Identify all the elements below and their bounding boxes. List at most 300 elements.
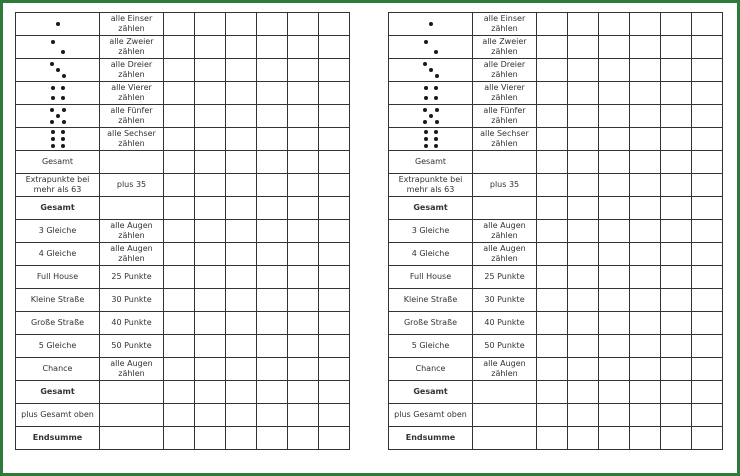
score-cell[interactable] [257, 174, 288, 197]
row-rule: alle Fünfer zählen [473, 105, 537, 128]
score-cell[interactable] [257, 289, 288, 312]
table-row [16, 82, 350, 105]
score-cell[interactable] [568, 289, 599, 312]
score-cell[interactable] [257, 105, 288, 128]
dice-cell [16, 13, 100, 36]
score-cell[interactable] [692, 105, 723, 128]
score-cell[interactable] [537, 312, 568, 335]
score-cell[interactable] [195, 151, 226, 174]
score-cell[interactable] [661, 105, 692, 128]
pip [50, 62, 54, 66]
score-cell[interactable] [195, 197, 226, 220]
score-cell[interactable] [195, 243, 226, 266]
row-rule: alle Zweier zählen [473, 36, 537, 59]
score-cell[interactable] [537, 197, 568, 220]
score-cell[interactable] [661, 82, 692, 105]
score-cell[interactable] [164, 266, 195, 289]
row-label: plus Gesamt oben [389, 404, 473, 427]
score-cell[interactable] [661, 335, 692, 358]
table-row [16, 174, 350, 197]
score-cell[interactable] [630, 404, 661, 427]
score-cell[interactable] [257, 128, 288, 151]
score-cell[interactable] [226, 174, 257, 197]
score-cell[interactable] [661, 381, 692, 404]
score-cell[interactable] [226, 220, 257, 243]
score-cell[interactable] [226, 266, 257, 289]
score-cell[interactable] [537, 335, 568, 358]
score-cell[interactable] [537, 82, 568, 105]
score-cell[interactable] [195, 59, 226, 82]
score-cell[interactable] [537, 427, 568, 450]
score-cell[interactable] [319, 381, 350, 404]
score-cell[interactable] [288, 174, 319, 197]
score-cell[interactable] [630, 82, 661, 105]
score-cell[interactable] [319, 220, 350, 243]
score-cell[interactable] [599, 243, 630, 266]
score-cell[interactable] [537, 128, 568, 151]
score-cell[interactable] [692, 197, 723, 220]
score-cell[interactable] [257, 358, 288, 381]
score-cell[interactable] [661, 220, 692, 243]
score-cell[interactable] [164, 220, 195, 243]
score-cell[interactable] [692, 427, 723, 450]
score-cell[interactable] [319, 289, 350, 312]
score-cell[interactable] [692, 404, 723, 427]
score-cell[interactable] [195, 289, 226, 312]
score-cell[interactable] [568, 151, 599, 174]
score-cell[interactable] [226, 381, 257, 404]
score-cell[interactable] [661, 266, 692, 289]
score-cell[interactable] [226, 243, 257, 266]
score-cell[interactable] [630, 358, 661, 381]
dice-four-icon [422, 84, 440, 102]
score-cell[interactable] [568, 335, 599, 358]
score-cell[interactable] [599, 427, 630, 450]
score-cell[interactable] [661, 243, 692, 266]
score-cell[interactable] [661, 59, 692, 82]
pip [424, 137, 428, 141]
pip [434, 137, 438, 141]
score-cell[interactable] [319, 197, 350, 220]
table-row [389, 174, 723, 197]
score-cell[interactable] [195, 82, 226, 105]
score-cell[interactable] [630, 243, 661, 266]
score-cell[interactable] [257, 36, 288, 59]
score-cell[interactable] [568, 59, 599, 82]
score-cell[interactable] [692, 335, 723, 358]
score-cell[interactable] [257, 427, 288, 450]
score-cell[interactable] [257, 13, 288, 36]
pip [61, 137, 65, 141]
dice-five-icon [422, 107, 440, 125]
score-cell[interactable] [319, 404, 350, 427]
row-label: Full House [389, 266, 473, 289]
row-rule [100, 427, 164, 450]
table-row [16, 36, 350, 59]
score-cell[interactable] [692, 358, 723, 381]
score-cell[interactable] [692, 381, 723, 404]
score-cell[interactable] [661, 289, 692, 312]
score-cell[interactable] [661, 36, 692, 59]
score-cell[interactable] [692, 312, 723, 335]
score-cell[interactable] [599, 404, 630, 427]
table-row [389, 197, 723, 220]
score-cell[interactable] [630, 289, 661, 312]
score-cell[interactable] [661, 128, 692, 151]
score-cell[interactable] [537, 289, 568, 312]
score-cell[interactable] [630, 220, 661, 243]
pip [424, 130, 428, 134]
score-cell[interactable] [164, 105, 195, 128]
score-cell[interactable] [288, 82, 319, 105]
score-cell[interactable] [195, 220, 226, 243]
score-cell[interactable] [537, 174, 568, 197]
row-label: Große Straße [389, 312, 473, 335]
score-cell[interactable] [288, 220, 319, 243]
score-cell[interactable] [661, 197, 692, 220]
row-rule [100, 404, 164, 427]
score-cell[interactable] [599, 289, 630, 312]
score-cell[interactable] [257, 220, 288, 243]
pip [434, 130, 438, 134]
score-cell[interactable] [164, 243, 195, 266]
score-cell[interactable] [164, 13, 195, 36]
score-cell[interactable] [257, 197, 288, 220]
dice-cell [16, 105, 100, 128]
pip [51, 86, 55, 90]
score-cell[interactable] [226, 36, 257, 59]
score-cell[interactable] [226, 404, 257, 427]
row-rule: 40 Punkte [473, 312, 537, 335]
score-cell[interactable] [599, 174, 630, 197]
score-cell[interactable] [599, 13, 630, 36]
row-rule: 40 Punkte [100, 312, 164, 335]
score-cell[interactable] [288, 13, 319, 36]
row-rule: alle Dreier zählen [473, 59, 537, 82]
score-cell[interactable] [195, 312, 226, 335]
score-cell[interactable] [164, 197, 195, 220]
score-cell[interactable] [630, 151, 661, 174]
score-cell[interactable] [319, 312, 350, 335]
score-cell[interactable] [226, 427, 257, 450]
score-cell[interactable] [288, 59, 319, 82]
score-cell[interactable] [288, 427, 319, 450]
score-cell[interactable] [630, 174, 661, 197]
score-cell[interactable] [257, 404, 288, 427]
row-rule: 25 Punkte [100, 266, 164, 289]
score-cell[interactable] [164, 59, 195, 82]
dice-three-icon [422, 61, 440, 79]
score-cell[interactable] [537, 13, 568, 36]
score-cell[interactable] [568, 404, 599, 427]
score-cell[interactable] [630, 335, 661, 358]
score-cell[interactable] [692, 13, 723, 36]
score-cell[interactable] [537, 358, 568, 381]
score-cell[interactable] [599, 128, 630, 151]
row-label: Full House [16, 266, 100, 289]
score-cell[interactable] [164, 174, 195, 197]
score-cell[interactable] [257, 82, 288, 105]
score-cell[interactable] [630, 13, 661, 36]
score-cell[interactable] [568, 105, 599, 128]
score-cell[interactable] [599, 266, 630, 289]
score-cell[interactable] [226, 128, 257, 151]
score-cell[interactable] [319, 427, 350, 450]
score-cell[interactable] [661, 174, 692, 197]
score-cell[interactable] [288, 105, 319, 128]
row-rule: alle Augen zählen [473, 243, 537, 266]
score-cell[interactable] [195, 427, 226, 450]
table-row [389, 266, 723, 289]
score-cell[interactable] [288, 266, 319, 289]
score-cell[interactable] [257, 335, 288, 358]
score-cell[interactable] [195, 404, 226, 427]
score-cell[interactable] [288, 312, 319, 335]
score-cell[interactable] [164, 358, 195, 381]
score-cell[interactable] [164, 404, 195, 427]
score-cell[interactable] [257, 266, 288, 289]
score-cell[interactable] [226, 289, 257, 312]
score-cell[interactable] [195, 128, 226, 151]
score-cell[interactable] [288, 36, 319, 59]
dice-cell [16, 36, 100, 59]
score-cell[interactable] [630, 59, 661, 82]
score-cell[interactable] [630, 312, 661, 335]
score-cell[interactable] [599, 381, 630, 404]
score-cell[interactable] [195, 266, 226, 289]
score-cell[interactable] [164, 151, 195, 174]
score-cell[interactable] [195, 105, 226, 128]
table-row [16, 312, 350, 335]
score-cell[interactable] [692, 266, 723, 289]
score-cell[interactable] [257, 151, 288, 174]
table-row [389, 427, 723, 450]
score-cell[interactable] [226, 151, 257, 174]
score-cell[interactable] [537, 36, 568, 59]
score-cell[interactable] [537, 59, 568, 82]
score-cell[interactable] [568, 427, 599, 450]
score-cell[interactable] [537, 404, 568, 427]
score-cell[interactable] [319, 243, 350, 266]
score-cell[interactable] [226, 312, 257, 335]
score-cell[interactable] [195, 335, 226, 358]
score-cell[interactable] [319, 358, 350, 381]
score-cell[interactable] [288, 289, 319, 312]
score-cell[interactable] [568, 174, 599, 197]
score-cell[interactable] [288, 381, 319, 404]
score-cell[interactable] [568, 13, 599, 36]
dice-four-icon [49, 84, 67, 102]
score-cell[interactable] [599, 220, 630, 243]
score-cell[interactable] [692, 59, 723, 82]
score-cell[interactable] [226, 13, 257, 36]
score-cell[interactable] [288, 335, 319, 358]
score-cell[interactable] [692, 82, 723, 105]
pip [423, 62, 427, 66]
score-cell[interactable] [568, 381, 599, 404]
score-cell[interactable] [537, 220, 568, 243]
score-cell[interactable] [164, 381, 195, 404]
score-cell[interactable] [630, 36, 661, 59]
score-cell[interactable] [568, 312, 599, 335]
score-cell[interactable] [692, 128, 723, 151]
score-cell[interactable] [692, 243, 723, 266]
pip [61, 86, 65, 90]
score-cell[interactable] [537, 151, 568, 174]
pip [50, 108, 54, 112]
table-row [16, 13, 350, 36]
dice-cell [389, 13, 473, 36]
score-cell[interactable] [164, 335, 195, 358]
row-label: Gesamt [389, 151, 473, 174]
score-cell[interactable] [630, 266, 661, 289]
table-row [389, 59, 723, 82]
score-cell[interactable] [226, 358, 257, 381]
table-row [389, 404, 723, 427]
table-row [16, 404, 350, 427]
score-cell[interactable] [195, 358, 226, 381]
score-cell[interactable] [599, 151, 630, 174]
row-rule: alle Dreier zählen [100, 59, 164, 82]
score-cell[interactable] [164, 36, 195, 59]
score-cell[interactable] [288, 197, 319, 220]
score-cell[interactable] [226, 59, 257, 82]
score-cell[interactable] [537, 381, 568, 404]
row-label: 4 Gleiche [16, 243, 100, 266]
score-cell[interactable] [288, 128, 319, 151]
pip [51, 137, 55, 141]
score-cell[interactable] [288, 358, 319, 381]
score-cell[interactable] [288, 404, 319, 427]
table-row [389, 312, 723, 335]
dice-five-icon [49, 107, 67, 125]
score-cell[interactable] [661, 427, 692, 450]
score-cell[interactable] [226, 197, 257, 220]
score-cell[interactable] [568, 243, 599, 266]
score-cell[interactable] [257, 381, 288, 404]
pip [50, 120, 54, 124]
score-cell[interactable] [661, 312, 692, 335]
table-row [389, 105, 723, 128]
score-cell[interactable] [692, 174, 723, 197]
score-cell[interactable] [195, 13, 226, 36]
score-cell[interactable] [319, 266, 350, 289]
score-cell[interactable] [226, 105, 257, 128]
score-cell[interactable] [319, 36, 350, 59]
score-cell[interactable] [599, 197, 630, 220]
score-cell[interactable] [630, 197, 661, 220]
score-cell[interactable] [164, 128, 195, 151]
row-rule [100, 197, 164, 220]
score-cell[interactable] [568, 82, 599, 105]
row-label: Chance [16, 358, 100, 381]
score-cell[interactable] [319, 82, 350, 105]
score-cell[interactable] [195, 36, 226, 59]
score-cell[interactable] [568, 358, 599, 381]
score-cell[interactable] [692, 289, 723, 312]
score-cell[interactable] [537, 243, 568, 266]
score-cell[interactable] [164, 289, 195, 312]
pip [435, 74, 439, 78]
score-cell[interactable] [599, 59, 630, 82]
score-cell[interactable] [599, 358, 630, 381]
score-cell[interactable] [630, 105, 661, 128]
score-cell[interactable] [568, 128, 599, 151]
score-cell[interactable] [226, 82, 257, 105]
table-row [389, 36, 723, 59]
score-cell[interactable] [568, 197, 599, 220]
table-row [389, 13, 723, 36]
score-cell[interactable] [319, 13, 350, 36]
score-cell[interactable] [537, 266, 568, 289]
score-cell[interactable] [537, 105, 568, 128]
score-cell[interactable] [692, 151, 723, 174]
score-cell[interactable] [661, 151, 692, 174]
score-cell[interactable] [257, 312, 288, 335]
score-cell[interactable] [599, 105, 630, 128]
pip [61, 144, 65, 148]
score-cell[interactable] [319, 174, 350, 197]
score-cell[interactable] [599, 36, 630, 59]
score-cell[interactable] [692, 36, 723, 59]
pip [424, 96, 428, 100]
score-cell[interactable] [164, 82, 195, 105]
score-cell[interactable] [226, 335, 257, 358]
score-cell[interactable] [257, 243, 288, 266]
score-cell[interactable] [288, 151, 319, 174]
row-rule [473, 151, 537, 174]
score-cell[interactable] [257, 59, 288, 82]
row-label: Gesamt [16, 381, 100, 404]
score-cell[interactable] [661, 358, 692, 381]
score-cell[interactable] [630, 381, 661, 404]
row-rule: plus 35 [473, 174, 537, 197]
score-cell[interactable] [599, 312, 630, 335]
score-cell[interactable] [319, 128, 350, 151]
score-cell[interactable] [599, 82, 630, 105]
score-cell[interactable] [599, 335, 630, 358]
score-cell[interactable] [319, 105, 350, 128]
row-rule: alle Zweier zählen [100, 36, 164, 59]
row-rule: 30 Punkte [100, 289, 164, 312]
dice-two-icon [49, 38, 67, 56]
pip [51, 96, 55, 100]
score-cell[interactable] [661, 404, 692, 427]
score-cell[interactable] [568, 36, 599, 59]
score-cell[interactable] [630, 427, 661, 450]
score-cell[interactable] [164, 427, 195, 450]
row-label: plus Gesamt oben [16, 404, 100, 427]
score-cell[interactable] [661, 13, 692, 36]
score-cell[interactable] [195, 381, 226, 404]
score-cell[interactable] [319, 335, 350, 358]
score-table [388, 12, 723, 450]
score-cell[interactable] [195, 174, 226, 197]
score-cell[interactable] [164, 312, 195, 335]
row-label: 3 Gleiche [16, 220, 100, 243]
score-cell[interactable] [630, 128, 661, 151]
score-cell[interactable] [568, 266, 599, 289]
score-cell[interactable] [319, 59, 350, 82]
score-cell[interactable] [692, 220, 723, 243]
table-row [16, 289, 350, 312]
row-label: 3 Gleiche [389, 220, 473, 243]
score-cell[interactable] [568, 220, 599, 243]
score-cell[interactable] [288, 243, 319, 266]
table-row [16, 427, 350, 450]
score-cell[interactable] [319, 151, 350, 174]
row-label: Kleine Straße [16, 289, 100, 312]
